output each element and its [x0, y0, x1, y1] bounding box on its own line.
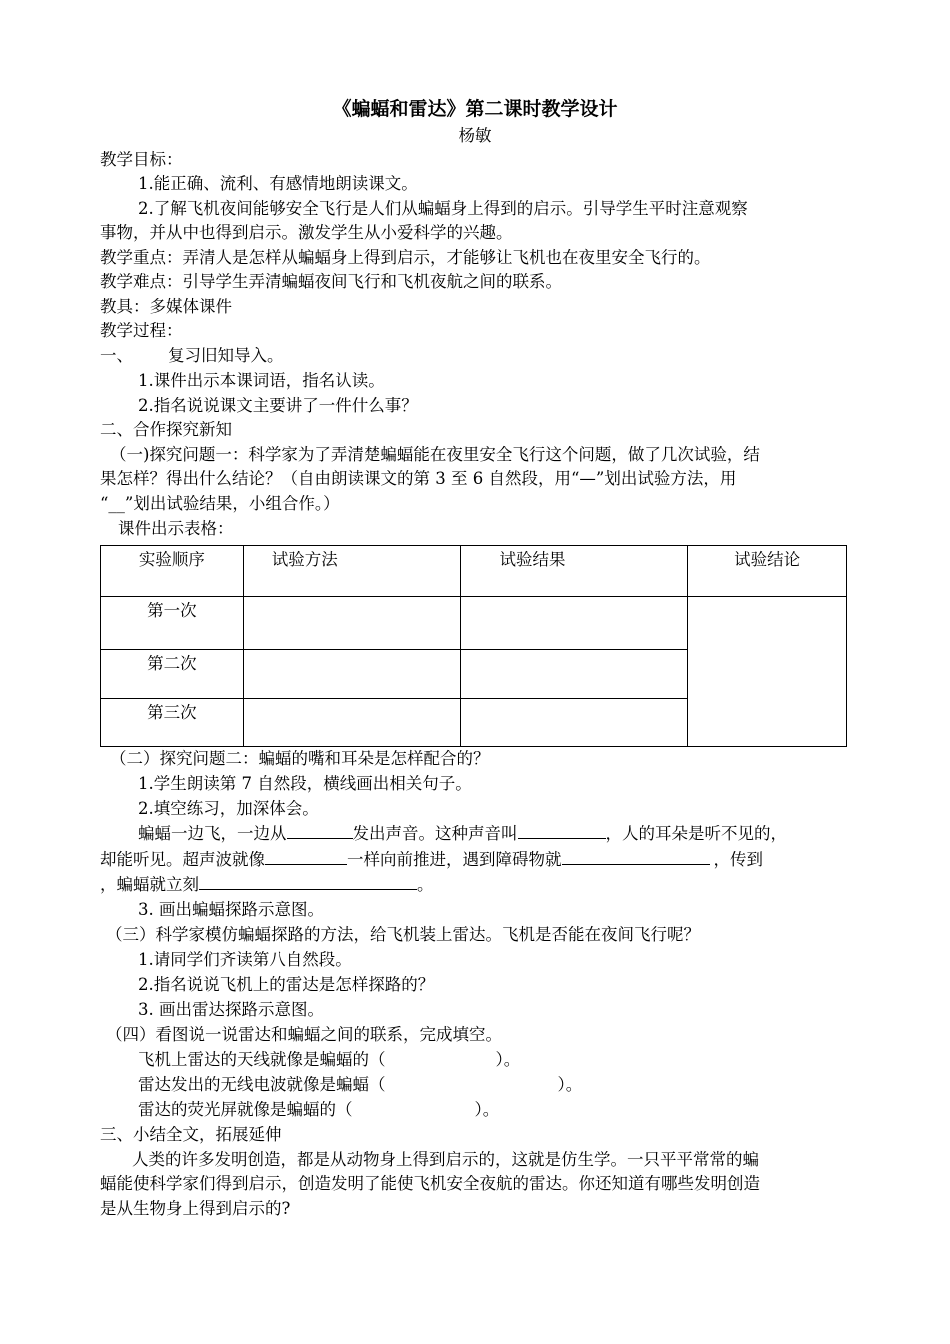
question4-fill-1 [138, 1048, 520, 1072]
goal-item-2-line1: 2.了解飞机夜间能够安全飞行是人们从蝙蝠身上得到的启示。引导学生平时注意观察 [138, 199, 748, 218]
fill-text: ）。 [495, 1050, 521, 1069]
part3-heading: 三、小结全文，拓展延伸 [100, 1125, 282, 1144]
part1-item-2: 2.指名说说课文主要讲了一件什么事？ [138, 396, 418, 415]
document-title: 《蝙蝠和雷达》第二课时教学设计 [332, 98, 618, 120]
question2-item-3: 3. 画出蝙蝠探路示意图。 [138, 900, 324, 919]
table-intro: 课件出示表格： [118, 519, 234, 538]
question3-item-1: 1.请同学们齐读第八自然段。 [138, 950, 352, 969]
table-header-conclusion: 试验结论 [688, 546, 847, 597]
question4-fill-3 [138, 1098, 499, 1122]
table-cell-method-2 [243, 650, 461, 699]
fill-text: ，蝙蝠就立刻 [100, 875, 199, 894]
question2-item-1: 1.学生朗读第 7 自然段，横线画出相关句子。 [138, 774, 472, 793]
question3-item-3: 3. 画出雷达探路示意图。 [138, 1000, 324, 1019]
table-row-label-3: 第三次 [101, 699, 244, 747]
table-header-row [101, 546, 847, 597]
fill-text: 雷达的荧光屏就像是蝙蝠的（ [138, 1100, 353, 1119]
part2-heading: 二、合作探究新知 [100, 420, 232, 439]
question3-heading: （三）科学家模仿蝙蝠探路的方法，给飞机装上雷达。飞机是否能在夜间飞行呢？ [106, 925, 700, 944]
process-label: 教学过程： [100, 321, 183, 340]
fill-text: ）。 [557, 1075, 583, 1094]
fill-blank-line-3 [100, 873, 434, 897]
part3-line-1: 人类的许多发明创造，都是从动物身上得到启示的，这就是仿生学。一只平平常常的蝙 [132, 1150, 759, 1169]
fill-text: ，传到 [713, 850, 763, 869]
part1-heading-number: 一、 [100, 346, 133, 365]
fill-blank-line-1 [138, 822, 787, 846]
table-header-result: 试验结果 [461, 546, 688, 597]
table-cell-conclusion [688, 597, 847, 747]
table-header-method: 试验方法 [243, 546, 461, 597]
goal-item-2-line2: 事物，并从中也得到启示。激发学生从小爱科学的兴趣。 [100, 223, 513, 242]
fill-text: ）。 [474, 1100, 500, 1119]
fill-blank[interactable] [287, 822, 353, 839]
table-cell-method-3 [243, 699, 461, 747]
part3-line-3: 是从生物身上得到启示的? [100, 1199, 291, 1218]
table-cell-result-3 [461, 699, 688, 747]
fill-blank[interactable] [199, 873, 417, 890]
table-row-label-2: 第二次 [101, 650, 244, 699]
question1-line1: （一)探究问题一：科学家为了弄清楚蝙蝠能在夜里安全飞行这个问题，做了几次试验，结 [110, 445, 760, 464]
table-cell-result-1 [461, 597, 688, 650]
table-row-label-1: 第一次 [101, 597, 244, 650]
goals-label: 教学目标： [100, 150, 183, 169]
fill-text: 发出声音。这种声音叫 [352, 824, 518, 843]
fill-text: 飞机上雷达的天线就像是蝙蝠的（ [138, 1050, 386, 1069]
question2-heading: （二）探究问题二：蝙蝠的嘴和耳朵是怎样配合的？ [110, 749, 490, 768]
table-cell-result-2 [461, 650, 688, 699]
part3-line-2: 蝠能使科学家们得到启示，创造发明了能使飞机安全夜航的雷达。你还知道有哪些发明创造 [100, 1174, 760, 1193]
goal-item-1: 1.能正确、流利、有感情地朗读课文。 [138, 174, 418, 193]
fill-blank[interactable] [562, 848, 710, 865]
question4-heading: （四）看图说一说雷达和蝙蝠之间的联系，完成填空。 [106, 1025, 502, 1044]
question1-line3: “__”划出试验结果，小组合作。） [100, 494, 340, 513]
difficulty: 教学难点：引导学生弄清蝙蝠夜间飞行和飞机夜航之间的联系。 [100, 272, 562, 291]
fill-blank-line-2 [100, 848, 763, 872]
question4-fill-2 [138, 1073, 582, 1097]
fill-text: 蝙蝠一边飞，一边从 [138, 824, 287, 843]
question3-item-2: 2.指名说说飞机上的雷达是怎样探路的？ [138, 975, 435, 994]
fill-blank[interactable] [265, 848, 347, 865]
question2-item-2: 2.填空练习，加深体会。 [138, 799, 319, 818]
key-point: 教学重点：弄清人是怎样从蝙蝠身上得到启示，才能够让飞机也在夜里安全飞行的。 [100, 248, 711, 267]
fill-text: 却能听见。超声波就像 [100, 850, 265, 869]
experiment-table [100, 545, 847, 747]
table-row [101, 597, 847, 650]
part1-item-1: 1.课件出示本课词语，指名认读。 [138, 371, 385, 390]
fill-blank[interactable] [518, 822, 606, 839]
table-cell-method-1 [243, 597, 461, 650]
fill-text: ，人的耳朵是听不见的， [605, 824, 787, 843]
question1-line2: 果怎样？得出什么结论？（自由朗读课文的第 3 至 6 自然段，用“—”划出试验方法，用 [100, 469, 737, 488]
author-name: 杨敏 [458, 126, 492, 145]
teaching-tools: 教具：多媒体课件 [100, 297, 232, 316]
part1-heading: 复习旧知导入。 [168, 346, 284, 365]
fill-text: 。 [417, 875, 434, 894]
fill-text: 一样向前推进，遇到障碍物就 [347, 850, 562, 869]
table-header-order: 实验顺序 [101, 546, 244, 597]
fill-text: 雷达发出的无线电波就像是蝙蝠（ [138, 1075, 386, 1094]
